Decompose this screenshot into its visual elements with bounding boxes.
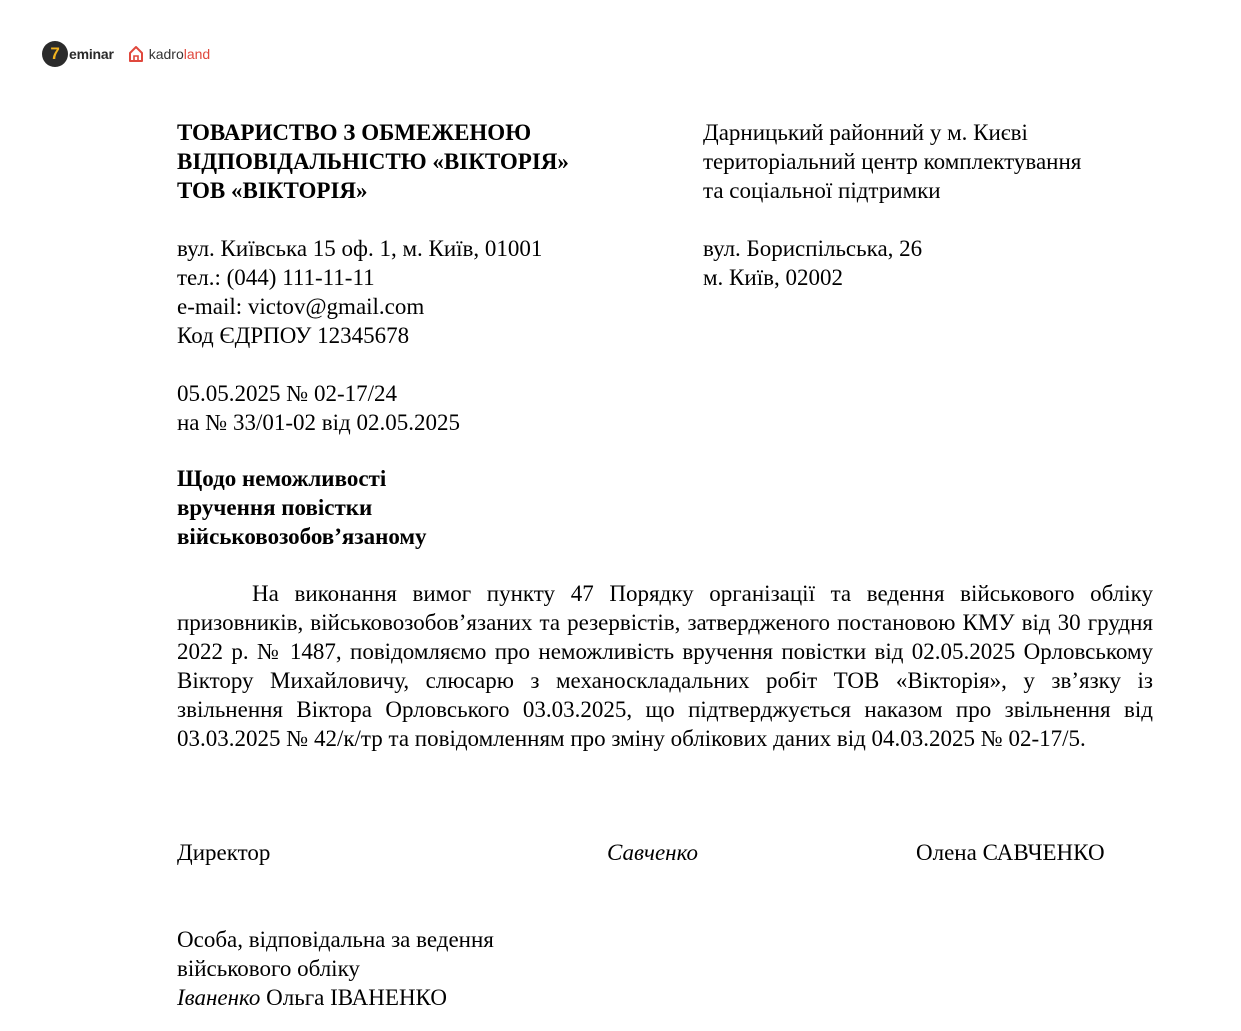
sender-name-line-2: ВІДПОВІДАЛЬНІСТЮ «ВІКТОРІЯ» <box>177 149 569 174</box>
sender-block <box>177 118 657 437</box>
incoming-reference: на № 33/01-02 від 02.05.2025 <box>177 410 460 435</box>
recipient-name-line-1: Дарницький районний у м. Києві <box>703 120 1028 145</box>
recipient-name-line-2: територіальний центр комплектування <box>703 149 1082 174</box>
subject-line-3: військовозобов’язаному <box>177 524 427 549</box>
letter-body: На виконання вимог пункту 47 Порядку організації та ведення військового обліку призовників, військовозобов’язаних та резервістів, затвердженого постановою КМУ від 30 грудня 2022 р. № 1487, повідомляємо про неможливість вручення повістки від 02.05.2025 Орловському Віктору Михайловичу, слюсарю з механоскладальних робіт ТОВ «Вікторія», у зв’язку із звільнення Віктора Орловського 03.03.2025, що підтверджується наказом про звільнення від 03.03.2025 № 42/к/тр та повідомленням про зміну облікових даних від 04.03.2025 № 02-17/5. <box>177 581 1153 751</box>
sender-name-line-1: ТОВАРИСТВО З ОБМЕЖЕНОЮ <box>177 120 532 145</box>
signatory-name: Олена САВЧЕНКО <box>916 840 1105 865</box>
signatory-title: Директор <box>177 840 271 865</box>
kadroland-logo <box>128 45 211 63</box>
sender-phone: тел.: (044) 111-11-11 <box>177 265 375 290</box>
seminar-logo-icon: 7 <box>42 41 68 67</box>
seminar-logo-text: eminar <box>69 46 114 62</box>
subject-line-1: Щодо неможливості <box>177 466 387 491</box>
responsible-person-block <box>177 925 494 1012</box>
responsible-role-line-1: Особа, відповідальна за ведення <box>177 927 494 952</box>
responsible-signature: Іваненко <box>177 985 261 1010</box>
header-logos <box>42 40 210 68</box>
outgoing-reference: 05.05.2025 № 02-17/24 <box>177 381 397 406</box>
recipient-name-line-3: та соціальної підтримки <box>703 178 941 203</box>
sender-name-line-3: ТОВ «ВІКТОРІЯ» <box>177 178 368 203</box>
responsible-name: Ольга ІВАНЕНКО <box>266 985 447 1010</box>
subject-block <box>177 464 427 551</box>
responsible-signature-line <box>177 983 494 1012</box>
recipient-address-line-1: вул. Бориспільська, 26 <box>703 236 923 261</box>
recipient-address-line-2: м. Київ, 02002 <box>703 265 843 290</box>
responsible-role-line-2: військового обліку <box>177 956 360 981</box>
recipient-block <box>703 118 1183 292</box>
kadroland-logo-text-a: kadro <box>148 46 184 62</box>
director-signature: Савченко <box>607 840 698 865</box>
sender-address: вул. Київська 15 оф. 1, м. Київ, 01001 <box>177 236 543 261</box>
sender-edrpou: Код ЄДРПОУ 12345678 <box>177 323 410 348</box>
subject-line-2: вручення повістки <box>177 495 373 520</box>
sender-email: e-mail: victov@gmail.com <box>177 294 425 319</box>
kadroland-logo-text-b: land <box>183 46 211 62</box>
house-icon <box>128 45 144 63</box>
seminar-logo <box>42 41 114 67</box>
